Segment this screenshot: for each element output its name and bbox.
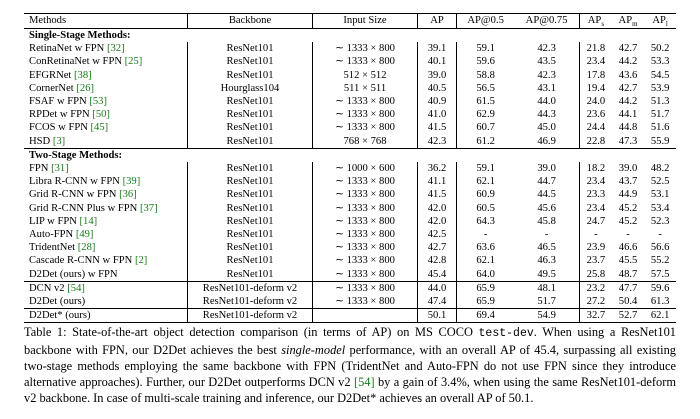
method-name: FSAF w FPN — [29, 96, 90, 108]
aps-cell: 23.3 — [586, 189, 606, 201]
table-row — [24, 202, 676, 215]
input-size-cell: 512 × 512 — [313, 69, 418, 82]
section-header-row — [24, 148, 676, 162]
ap-cell: 42.0 — [418, 215, 457, 228]
ap75-cell: - — [514, 228, 579, 241]
method-name: Grid R-CNN Plus w FPN — [29, 202, 140, 214]
backbone-cell: ResNet101 — [188, 202, 313, 215]
input-size-cell: ∼ 1000 × 600 — [313, 162, 418, 175]
method-name: Auto-FPN — [29, 229, 76, 241]
backbone-cell: ResNet101 — [188, 241, 313, 254]
method-cell — [24, 228, 188, 241]
header-backbone: Backbone — [188, 14, 313, 29]
ap75-cell: 46.9 — [514, 135, 579, 149]
method-cell — [24, 281, 188, 295]
method-name: D2Det (ours) — [29, 296, 86, 308]
apm-cell: - — [626, 229, 630, 241]
table-row — [24, 55, 676, 68]
method-cell — [24, 162, 188, 175]
ap50-cell: 64.0 — [476, 268, 495, 280]
method-name: D2Det (ours) w FPN — [29, 268, 118, 280]
apm-cell: 44.8 — [618, 122, 638, 134]
method-cell — [24, 42, 188, 55]
ap-cell: 40.5 — [418, 82, 457, 95]
backbone-cell: ResNet101 — [188, 215, 313, 228]
citation-link[interactable]: [45] — [90, 122, 109, 134]
ap50-cell: 62.9 — [476, 109, 495, 121]
apm-cell: 44.1 — [618, 109, 638, 121]
backbone-cell: ResNet101 — [188, 162, 313, 175]
backbone-cell: ResNet101 — [188, 188, 313, 201]
method-cell — [24, 95, 188, 108]
ap-cell: 42.0 — [418, 202, 457, 215]
caption-part-3: performance, with an overall AP of 45.4, surpassing all existing two-stage methods employing the same backbone with FPN (TridentNet and Auto-FPN do not use FPN since they introduce alternative approaches). Further, our D2Det outperforms DCN v2 — [24, 343, 676, 389]
input-size-cell: ∼ 1333 × 800 — [313, 55, 418, 68]
input-size-cell: ∼ 1333 × 800 — [313, 295, 418, 309]
method-cell — [24, 295, 188, 309]
method-name: ConRetinaNet w FPN — [29, 56, 125, 68]
table-row — [24, 135, 676, 149]
backbone-cell: ResNet101 — [188, 42, 313, 55]
citation-link[interactable]: [28] — [77, 242, 96, 254]
ap-cell: 42.5 — [418, 228, 457, 241]
apm-cell: 44.2 — [618, 56, 638, 68]
aps-cell: 23.7 — [586, 255, 606, 267]
input-size-cell: 768 × 768 — [313, 135, 418, 149]
apm-cell: 45.2 — [618, 215, 638, 227]
table-row — [24, 295, 676, 309]
citation-link[interactable]: [50] — [92, 109, 110, 121]
aps-cell: 24.0 — [586, 96, 606, 108]
method-name: Cascade R-CNN w FPN — [29, 255, 135, 267]
header-apm-sub: m — [632, 20, 638, 29]
ap-cell: 39.0 — [418, 69, 457, 82]
backbone-cell: ResNet101 — [188, 95, 313, 108]
input-size-cell: ∼ 1333 × 800 — [313, 268, 418, 282]
ap75-cell: 44.3 — [514, 108, 579, 121]
method-cell — [24, 121, 188, 134]
method-cell — [24, 202, 188, 215]
method-name: FCOS w FPN — [29, 122, 91, 134]
apm-cell: 43.6 — [618, 69, 638, 81]
caption-part-4: by a gain of 3.4%, when using the same ResNet101-deform v2 backbone. In case of multi-scale training and inference, our D2Det* achieves an overall AP of 50.1. — [24, 375, 676, 405]
apl-cell: 52.5 — [650, 176, 670, 188]
apm-cell: 42.7 — [618, 43, 638, 55]
ap-cell: 41.1 — [418, 175, 457, 188]
method-name: RPDet w FPN — [29, 109, 93, 121]
table-row — [24, 241, 676, 254]
aps-cell: 18.2 — [586, 163, 606, 175]
backbone-cell: ResNet101 — [188, 69, 313, 82]
input-size-cell: ∼ 1333 × 800 — [313, 108, 418, 121]
ap75-cell: 45.6 — [514, 202, 579, 215]
method-name: EFGRNet — [29, 69, 75, 81]
table-row — [24, 42, 676, 55]
backbone-cell: ResNet101-deform v2 — [188, 309, 313, 323]
table-body — [24, 29, 676, 323]
header-input-size: Input Size — [313, 14, 418, 29]
apl-cell: 53.1 — [650, 189, 670, 201]
aps-cell: 23.4 — [586, 202, 606, 214]
aps-cell: 32.7 — [579, 309, 611, 323]
method-name: CornerNet — [29, 82, 77, 94]
apl-cell: 61.3 — [650, 296, 670, 308]
aps-cell: 22.8 — [586, 135, 606, 147]
input-size-cell: ∼ 1333 × 800 — [313, 202, 418, 215]
citation-link[interactable]: [2] — [134, 255, 148, 267]
caption-code: test-dev — [478, 327, 534, 340]
ap-cell: 44.0 — [418, 281, 457, 295]
ap50-cell: 65.9 — [476, 296, 495, 308]
input-size-cell: ∼ 1333 × 800 — [313, 281, 418, 295]
caption-part-2: . When using a ResNet101 backbone with FPN, our D2Det achieves the best — [24, 325, 677, 357]
header-ap: AP — [418, 14, 457, 29]
ap-cell: 40.1 — [418, 55, 457, 68]
method-cell — [24, 241, 188, 254]
table-row — [24, 309, 676, 323]
method-name: DCN v2 — [29, 282, 68, 294]
ap-cell: 40.9 — [418, 95, 457, 108]
header-aps — [579, 14, 611, 29]
citation-link[interactable]: [49] — [75, 229, 94, 241]
citation-link[interactable]: [14] — [79, 215, 98, 227]
apl-cell: 57.5 — [650, 268, 670, 280]
ap75-cell: 46.5 — [514, 241, 579, 254]
table-row — [24, 69, 676, 82]
apm-cell: 48.7 — [618, 268, 638, 280]
citation-link[interactable]: [39] — [122, 176, 141, 188]
caption-italic: single-model — [281, 343, 346, 357]
table-row — [24, 254, 676, 267]
ap-cell: 47.4 — [418, 295, 457, 309]
ap-cell: 45.4 — [418, 268, 457, 282]
apl-cell: 56.6 — [650, 242, 670, 254]
input-size-cell — [313, 309, 418, 323]
ap50-cell: 62.1 — [476, 176, 495, 188]
table-header-row — [24, 14, 676, 29]
aps-cell: 23.2 — [579, 281, 611, 295]
input-size-cell: ∼ 1333 × 800 — [313, 215, 418, 228]
method-cell — [24, 108, 188, 121]
method-name: LIP w FPN — [29, 215, 80, 227]
header-methods: Methods — [24, 14, 188, 29]
ap75-cell: 43.5 — [514, 55, 579, 68]
table-row — [24, 281, 676, 295]
apl-cell: 55.9 — [650, 135, 670, 147]
header-ap75: AP@0.75 — [514, 14, 579, 29]
ap75-cell: 51.7 — [514, 295, 579, 309]
header-apm — [612, 14, 644, 29]
table-row — [24, 162, 676, 175]
ap75-cell: 48.1 — [514, 281, 579, 295]
ap50-cell: 60.9 — [476, 189, 495, 201]
table-caption — [24, 324, 676, 406]
backbone-cell: ResNet101 — [188, 228, 313, 241]
table-row — [24, 268, 676, 282]
ap50-cell: - — [483, 229, 488, 241]
apm-cell: 47.7 — [612, 281, 644, 295]
ap50-cell: 59.1 — [476, 163, 495, 175]
apl-cell: 54.5 — [650, 69, 670, 81]
ap50-cell: 60.5 — [476, 202, 495, 214]
ap50-cell: 69.4 — [457, 309, 515, 323]
citation-link[interactable]: [32] — [106, 43, 125, 55]
results-table — [24, 13, 676, 323]
ap75-cell: 44.5 — [514, 188, 579, 201]
ap-cell: 50.1 — [418, 309, 457, 323]
header-ap50: AP@0.5 — [457, 14, 515, 29]
apl-cell: 53.4 — [650, 202, 670, 214]
ap50-cell: 64.3 — [476, 215, 495, 227]
backbone-cell: ResNet101 — [188, 55, 313, 68]
input-size-cell: ∼ 1333 × 800 — [313, 241, 418, 254]
ap50-cell: 61.5 — [476, 96, 495, 108]
method-name: TridentNet — [29, 242, 78, 254]
input-size-cell: ∼ 1333 × 800 — [313, 175, 418, 188]
header-apl — [644, 14, 676, 29]
header-apm-base: AP — [618, 15, 633, 27]
caption-part-1: Table 1: State-of-the-art object detection comparison (in terms of AP) on MS COCO — [24, 325, 479, 339]
ap75-cell: 54.9 — [514, 309, 579, 323]
input-size-cell: ∼ 1333 × 800 — [313, 228, 418, 241]
apl-cell: 53.3 — [650, 56, 670, 68]
ap50-cell: 60.7 — [476, 122, 495, 134]
citation-link[interactable]: [25] — [124, 56, 143, 68]
backbone-cell: ResNet101 — [188, 175, 313, 188]
method-cell — [24, 188, 188, 201]
apl-cell: 50.2 — [650, 43, 670, 55]
table-row — [24, 215, 676, 228]
ap75-cell: 44.7 — [514, 175, 579, 188]
ap75-cell: 42.3 — [514, 42, 579, 55]
header-apl-base: AP — [652, 15, 666, 27]
apm-cell: 43.7 — [618, 176, 638, 188]
apm-cell: 50.4 — [618, 296, 638, 308]
method-name: FPN — [29, 163, 52, 175]
input-size-cell: ∼ 1333 × 800 — [313, 42, 418, 55]
ap-cell: 41.0 — [418, 108, 457, 121]
ap-cell: 41.5 — [418, 188, 457, 201]
citation-link[interactable]: [26] — [76, 82, 95, 94]
aps-cell: 23.4 — [586, 56, 606, 68]
backbone-cell: ResNet101 — [188, 135, 313, 149]
backbone-cell: ResNet101-deform v2 — [188, 281, 313, 295]
apm-cell: 44.2 — [618, 96, 638, 108]
table-row — [24, 95, 676, 108]
section-title: Two-Stage Methods: — [24, 148, 676, 162]
backbone-cell: Hourglass104 — [188, 82, 313, 95]
citation-link[interactable]: [38] — [74, 69, 92, 81]
ap75-cell: 46.3 — [514, 254, 579, 267]
apl-cell: 62.1 — [644, 309, 676, 323]
section-header-row — [24, 29, 676, 43]
method-cell — [24, 175, 188, 188]
table-row — [24, 188, 676, 201]
backbone-cell: ResNet101-deform v2 — [188, 295, 313, 309]
aps-cell: - — [594, 229, 598, 241]
aps-cell: 17.8 — [586, 69, 606, 81]
method-name: D2Det* (ours) — [29, 310, 91, 322]
backbone-cell: ResNet101 — [188, 121, 313, 134]
apm-cell: 39.0 — [618, 163, 638, 175]
apm-cell: 44.9 — [618, 189, 638, 201]
method-cell — [24, 254, 188, 267]
ap75-cell: 49.5 — [514, 268, 579, 282]
apl-cell: 51.3 — [650, 96, 670, 108]
apm-cell: 45.2 — [618, 202, 638, 214]
method-cell — [24, 55, 188, 68]
ap50-cell: 58.8 — [476, 69, 495, 81]
input-size-cell: ∼ 1333 × 800 — [313, 254, 418, 267]
apl-cell: 53.9 — [650, 82, 670, 94]
ap75-cell: 45.8 — [514, 215, 579, 228]
method-cell — [24, 82, 188, 95]
method-cell — [24, 69, 188, 82]
table-row — [24, 108, 676, 121]
apl-cell: 51.6 — [650, 122, 670, 134]
aps-cell: 24.4 — [586, 122, 606, 134]
header-aps-sub: s — [601, 20, 605, 29]
backbone-cell: ResNet101 — [188, 268, 313, 282]
aps-cell: 25.8 — [586, 268, 606, 280]
citation-link[interactable]: [3] — [52, 135, 66, 147]
apl-cell: - — [658, 229, 662, 241]
input-size-cell: ∼ 1333 × 800 — [313, 188, 418, 201]
apl-cell: 55.2 — [650, 255, 670, 267]
apl-cell: 48.2 — [650, 163, 670, 175]
ap75-cell: 45.0 — [514, 121, 579, 134]
method-name: RetinaNet w FPN — [29, 43, 107, 55]
input-size-cell: 511 × 511 — [313, 82, 418, 95]
method-name: Libra R-CNN w FPN — [29, 176, 123, 188]
ap-cell: 41.5 — [418, 121, 457, 134]
ap50-cell: 61.2 — [476, 135, 495, 147]
apm-cell: 47.3 — [618, 135, 638, 147]
ap50-cell: 59.6 — [476, 56, 495, 68]
ap75-cell: 39.0 — [514, 162, 579, 175]
aps-cell: 19.4 — [586, 82, 606, 94]
input-size-cell: ∼ 1333 × 800 — [313, 121, 418, 134]
ap-cell: 42.3 — [418, 135, 457, 149]
ap-cell: 42.8 — [418, 254, 457, 267]
apl-cell: 59.6 — [644, 281, 676, 295]
input-size-cell: ∼ 1333 × 800 — [313, 95, 418, 108]
section-title: Single-Stage Methods: — [29, 30, 131, 41]
table-row — [24, 82, 676, 95]
ap50-cell: 56.5 — [476, 82, 495, 94]
citation-link[interactable]: [54] — [67, 282, 85, 294]
backbone-cell: ResNet101 — [188, 254, 313, 267]
caption-reference-link[interactable]: [54] — [353, 375, 375, 389]
header-aps-base: AP — [587, 15, 602, 27]
method-cell — [24, 268, 188, 282]
ap75-cell: 43.1 — [514, 82, 579, 95]
ap-cell: 39.1 — [418, 42, 457, 55]
aps-cell: 23.9 — [586, 242, 606, 254]
aps-cell: 21.8 — [586, 43, 606, 55]
method-cell — [24, 215, 188, 228]
citation-link[interactable]: [36] — [119, 189, 137, 201]
ap50-cell: 62.1 — [476, 255, 495, 267]
ap50-cell: 59.1 — [476, 43, 495, 55]
apm-cell: 52.7 — [612, 309, 644, 323]
ap75-cell: 42.3 — [514, 69, 579, 82]
table-row — [24, 228, 676, 241]
citation-link[interactable]: [53] — [89, 96, 108, 108]
citation-link[interactable]: [37] — [139, 202, 158, 214]
method-cell — [24, 309, 188, 323]
ap75-cell: 44.0 — [514, 95, 579, 108]
ap50-cell: 63.6 — [476, 242, 495, 254]
apm-cell: 42.7 — [618, 82, 638, 94]
citation-link[interactable]: [31] — [51, 163, 69, 175]
aps-cell: 24.7 — [586, 215, 606, 227]
backbone-cell: ResNet101 — [188, 108, 313, 121]
apl-cell: 51.7 — [650, 109, 670, 121]
method-name: Grid R-CNN w FPN — [29, 189, 120, 201]
ap-cell: 42.7 — [418, 241, 457, 254]
ap50-cell: 65.9 — [457, 281, 515, 295]
ap-cell: 36.2 — [418, 162, 457, 175]
table-row — [24, 121, 676, 134]
apl-cell: 52.3 — [650, 215, 670, 227]
apm-cell: 46.6 — [618, 242, 638, 254]
method-cell — [24, 135, 188, 149]
method-name: HSD — [29, 135, 53, 147]
aps-cell: 23.4 — [586, 176, 606, 188]
table-row — [24, 175, 676, 188]
apm-cell: 45.5 — [618, 255, 638, 267]
aps-cell: 27.2 — [586, 296, 606, 308]
aps-cell: 23.6 — [586, 109, 606, 121]
header-apl-sub: l — [665, 20, 668, 29]
